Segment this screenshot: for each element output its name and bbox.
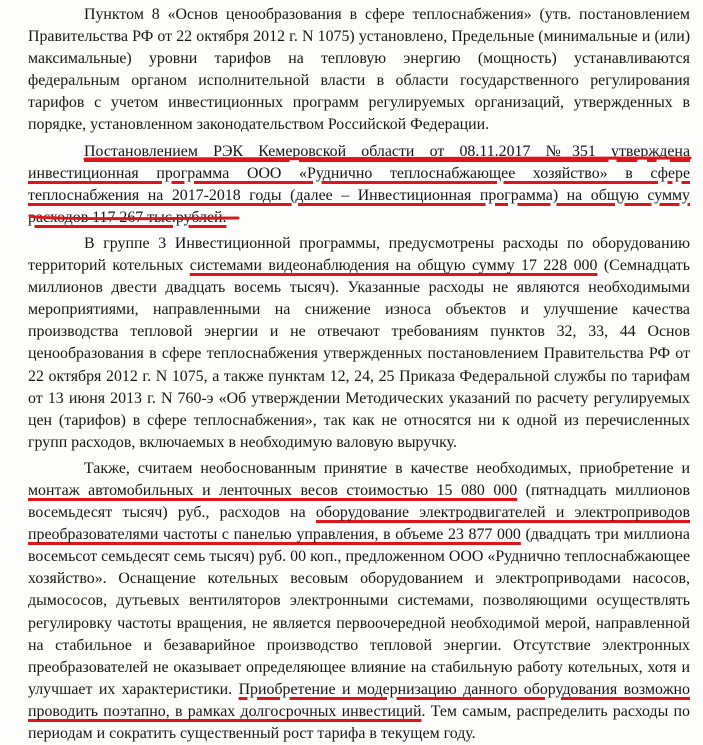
paragraph-3-text-a: В группе 3 Инвестиционной программы, предусмотрены расходы по оборудованию территорий котельных [28, 234, 690, 275]
highlight-long-term-investments: Приобретение и модернизацию данного оборудования возможно проводить поэтапно, в рамках долгосрочных инвестиций [28, 680, 690, 720]
paragraph-1-text: Пунктом 8 «Основ ценообразования в сфере теплоснабжения» (утв. постановлением Правительства РФ от 22 октября 2012 г. N 1075) установлено, Предельные (минимальные и (или) максимальные) уровни тарифов на тепловую энергию (мощность) устанавливаются федеральным органом исполнительной власти в области государственного регулирования тарифов с учетом инвестиционных программ регулируемых организаций, утвержденных в порядке, установленном законодательством Российской Федерации. [28, 6, 690, 134]
paragraph-3-text-b: (Семнадцать миллионов двести двадцать восемь тысяч). Указанные расходы не являются необходимыми мероприятиями, направленными на снижение износа объектов и улучшение качества производства тепловой энергии и не отвечают требованиям пунктов 32, 33, 44 Основ ценообразования в сфере теплоснабжения утвержденных постановлением Правительства РФ от 22 октября 2012 г. N 1075, а также пунктам 12, 24, 25 Приказа Федеральной службы по тарифам от 13 июня 2013 г. N 760-э «Об утверждении Методических указаний по расчету регулируемых цен (тарифов) в сфере теплоснабжения», так как не относятся ни к одной из перечисленных групп расходов, включаемых в необходимую валовую выручку. [28, 257, 690, 451]
highlight-electric-drives: оборудование электродвигателей и электроприводов преобразователями частоты с панелью управления, в объеме 23 877 000 [28, 504, 690, 544]
paragraph-4 [28, 458, 690, 745]
paragraph-2 [28, 141, 690, 229]
highlight-scales: монтаж автомобильных и ленточных весов стоимостью 15 080 000 [28, 481, 518, 499]
paragraph-4-text-d: . Тем самым, распределить расходы по периодам и сократить существенный рост тарифа в текущем году. [28, 702, 690, 742]
paragraph-4-text-a: Также, считаем необоснованным принятие в качестве необходимых, приобретение и [84, 459, 690, 477]
paragraph-4-text-b: (пятнадцать миллионов восемьдесят тысяч) руб., расходов на [28, 481, 691, 522]
document-page [28, 4, 690, 745]
highlight-video-surveillance: системами видеонаблюдения на общую сумму 17 228 000 [189, 257, 598, 275]
paragraph-3 [28, 233, 690, 454]
paragraph-4-text-c: (двадцать три миллиона восемьсот семьдесят семь тысяч) руб. 00 коп., предложенном ООО «Руднично теплоснабжающее хозяйство». Оснащение котельных весовым оборудованием и электроприводами насосов, дымососов, дутьевых вентиляторов электронными системами, позволяющими осуществлять регулировку частоты вращения, не является первоочередной необходимой мерой, направленной на стабильное и безаварийное производство тепловой энергии. Отсутствие электронных преобразователей не оказывает определяющее влияние на стабильную работу котельных, хотя и улучшает их характеристики. [28, 526, 690, 698]
paragraph-1 [28, 4, 690, 137]
highlight-investment-program: Постановлением РЭК Кемеровской области от 08.11.2017 №351 утверждена инвестиционная программа ООО «Руднично теплоснабжающее хозяйство» в сфере теплоснабжения на 2017-2018 годы (далее – Инвестиционная программа) на общую сумму расходов 117 267 тыс.рублей. [28, 142, 690, 226]
